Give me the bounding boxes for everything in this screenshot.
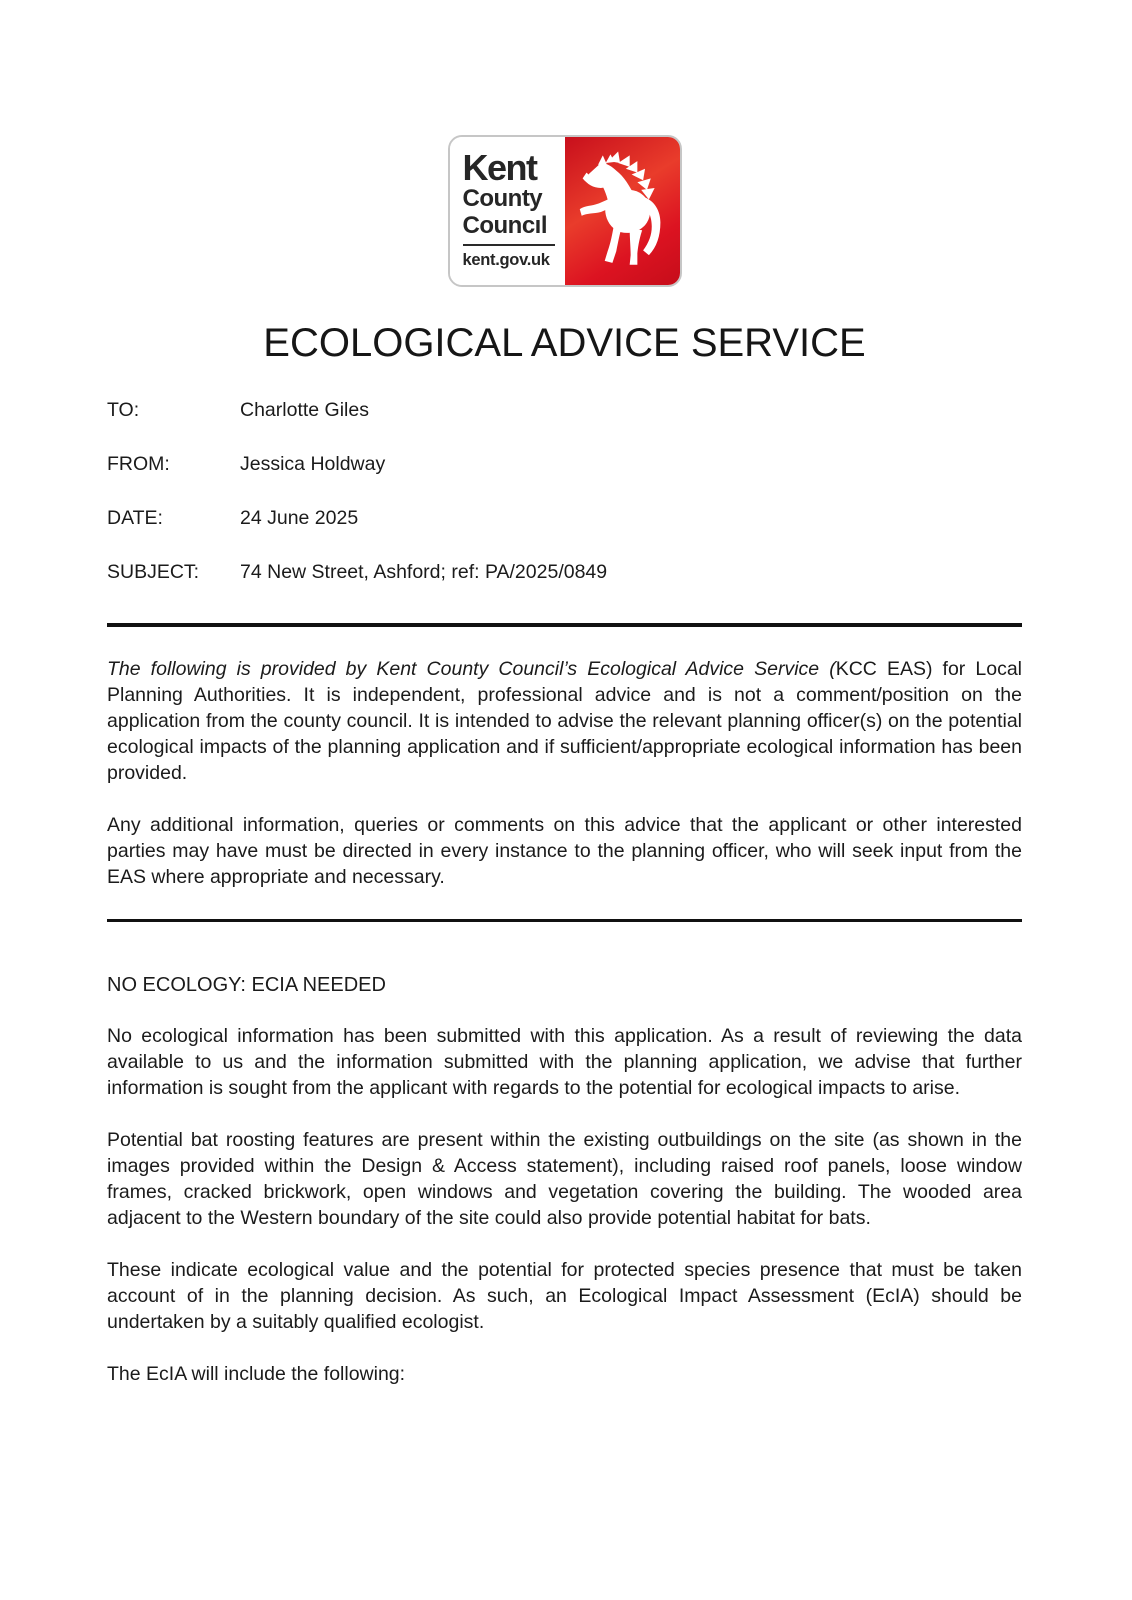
memo-value-to: Charlotte Giles [240,399,369,421]
memo-value-subject: 74 New Street, Ashford; ref: PA/2025/0849 [240,561,608,583]
advice-paragraph-3: These indicate ecological value and the potential for protected species presence that must be taken account of in the planning decision. As such, an Ecological Impact Assessment (EcIA) should be undertaken by a suitably qualified ecologist. [107,1259,1022,1333]
disclaimer-regular-segment: KCC EAS) for Local Planning Authorities. It is independent, professional advice and is not a comment/position on the application from the county council. It is intended to advise the relevant planning officer(s) on the potential ecological impacts of the planning application and if sufficient/appropriate ecological information has been provided. [107,658,1022,784]
advice-paragraph-4: The EcIA will include the following: [107,1363,406,1385]
horizontal-rule-top [107,623,1022,627]
horizontal-rule-bottom [107,919,1022,922]
page-title: ECOLOGICAL ADVICE SERVICE [263,321,866,365]
memo-row-date [107,507,1022,530]
memo-row-to [107,399,1022,422]
memo-label-subject: SUBJECT: [107,561,200,583]
kcc-logo [448,135,682,287]
memo-row-from [107,453,1022,476]
disclaimer-paragraph-2: Any additional information, queries or comments on this advice that the applicant or other interested parties may have must be directed in every instance to the planning officer, who will seek input from the EAS where appropriate and necessary. [107,814,1022,888]
disclaimer-italic-segment: The following is provided by Kent County Council’s Ecological Advice Service ( [107,658,836,680]
logo-website-text: kent.gov.uk [462,250,550,269]
memo-value-from: Jessica Holdway [240,453,386,475]
memo-label-date: DATE: [107,507,163,529]
logo-divider [463,244,555,246]
logo-crest-panel [565,137,680,285]
memo-label-from: FROM: [107,453,170,475]
invicta-horse-icon [574,147,670,275]
logo-name-line2: County [462,185,543,212]
section-heading: NO ECOLOGY: ECIA NEEDED [107,974,386,996]
logo-name-line1: Kent [462,147,537,188]
advice-paragraph-2: Potential bat roosting features are present within the existing outbuildings on the site (as shown in the images provided within the Design & Access statement), including raised roof panels, loose window frames, cracked brickwork, open windows and vegetation covering the building. The wooded area adjacent to the Western boundary of the site could also provide potential habitat for bats. [107,1129,1022,1229]
memo-header [107,399,1022,584]
memo-row-subject [107,561,1022,584]
logo-wordmark-panel [450,137,565,285]
memo-label-to: TO: [107,399,140,421]
advice-paragraph-1: No ecological information has been submitted with this application. As a result of reviewing the data available to us and the information submitted with the planning application, we advise that further information is sought from the applicant with regards to the potential for ecological impacts to arise. [107,1025,1022,1099]
memo-value-date: 24 June 2025 [240,507,359,529]
logo-name-line3: Councıl [462,211,547,239]
disclaimer-paragraph [107,656,1022,786]
